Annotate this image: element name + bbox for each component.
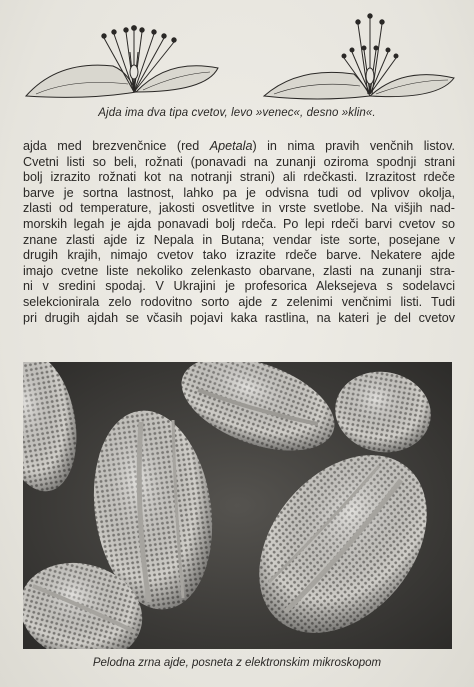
pollen-micrograph <box>23 362 452 649</box>
text-line: bolj izrazito rožnati kot na notranji strani) ali rdečkasti. Izrazitost rdeče <box>23 170 455 185</box>
text-line: znane zlasti ajde iz Nepala in Butana; vendar iste sorte, posejane v <box>23 232 455 247</box>
text-line: barve je sortna lastnost, lahko pa je odvisna tudi od vplivov okolja, <box>23 185 455 200</box>
apetala-term: Apetala <box>209 139 253 153</box>
top-figure-caption: Ajda ima dva tipa cvetov, levo »venec«, desno »klin«. <box>98 107 376 119</box>
klin-flower-drawing <box>264 14 454 99</box>
text-line: morskih legah je ajda ponavadi bolj rdeča. Po lepi rdeči barvi cvetov so <box>23 216 455 231</box>
text-line: ajda med brezvenčnice (red Apetala) in nima pravih venčnih listov. <box>23 139 455 153</box>
text-line: drugih krajih, nimajo cvetov tako izrazite rdeče barve. Nekatere ajde <box>23 248 455 263</box>
text-line: pri drugih ajdah se včasih pojavi kaka rastlina, na kateri je del cvetov <box>23 310 455 325</box>
flower-types-illustration <box>18 8 458 108</box>
text-line: zlasti od temperature, jakosti osvetlitve in vrste svetlobe. Na višjih nad- <box>23 201 455 216</box>
text-line: selekcionirala zelo rodovitno sorto ajde z zelenimi venčnimi listi. Tudi <box>23 294 455 309</box>
photo-caption: Pelodna zrna ajde, posneta z elektronskim mikroskopom <box>92 657 382 669</box>
text-line: imajo cvetne liste nekoliko zelenkasto obarvane, zlasti na zunanji stra- <box>23 263 455 278</box>
body-paragraph <box>23 139 455 326</box>
venec-flower-drawing <box>26 26 218 98</box>
text-line: Cvetni listi so beli, rožnati (ponavadi na zunanji oziroma spodnji strani <box>23 154 455 169</box>
text-line: ni v sredini spodaj. V Ukrajini je profesorica Aleksejeva s sodelavci <box>23 279 455 294</box>
